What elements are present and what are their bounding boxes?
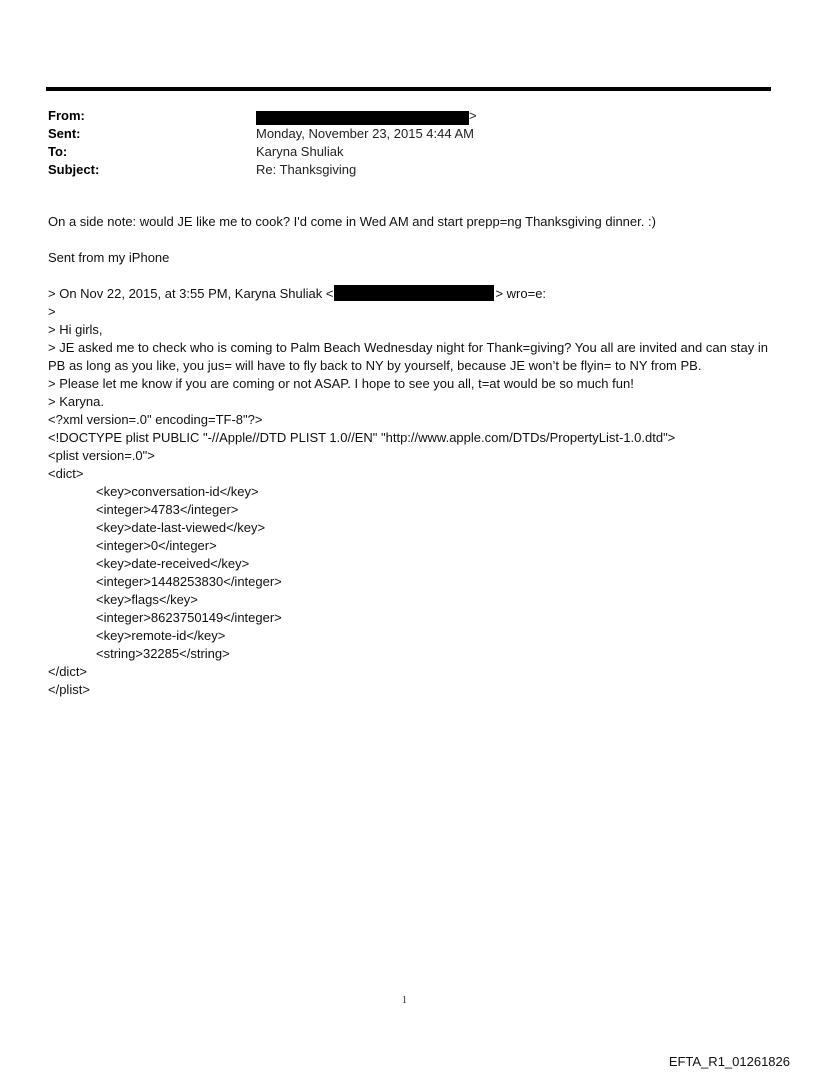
signature-line: Sent from my iPhone [48, 250, 170, 265]
quote-line: > Karyna. [48, 394, 105, 409]
subject-value: Re: Thanksgiving [256, 162, 357, 177]
sent-row [48, 125, 768, 143]
subject-label: Subject: [48, 162, 100, 177]
xml-dict-line: <string>32285</string> [96, 646, 230, 661]
xml-dict-line: <key>date-last-viewed</key> [96, 520, 266, 535]
quote-suffix: > wro=e: [495, 286, 547, 301]
spacer [48, 231, 770, 249]
from-row [48, 107, 768, 125]
xml-line: <!DOCTYPE plist PUBLIC "-//Apple//DTD PLIST 1.0//EN" "http://www.apple.com/DTDs/PropertyList-1.0.dtd"> [48, 430, 676, 445]
email-body [48, 213, 770, 699]
xml-dict-line: <integer>0</integer> [96, 538, 217, 553]
xml-dict-line: <integer>8623750149</integer> [96, 610, 282, 625]
to-row [48, 143, 768, 161]
xml-dict-line: <key>remote-id</key> [96, 628, 226, 643]
xml-dict-line: <integer>1448253830</integer> [96, 574, 282, 589]
quote-paragraph: > JE asked me to check who is coming to Palm Beach Wednesday night for Thank=giving? You all are invited and can stay in PB as long as you like, you jus= will have to fly back to NY by yourself, because JE won’t be flyin= to NY from PB. [48, 340, 768, 373]
xml-line: <dict> [48, 466, 84, 481]
quote-line: > Please let me know if you are coming or not ASAP. I hope to see you all, t=at would be so much fun! [48, 376, 634, 391]
quote-header [48, 285, 770, 303]
quote-line: > Hi girls, [48, 322, 103, 337]
from-suffix: > [469, 108, 477, 123]
from-value [256, 107, 477, 125]
bates-number: EFTA_R1_01261826 [668, 1054, 790, 1069]
body-line: On a side note: would JE like me to cook? I'd come in Wed AM and start prepp=ng Thanksgiving dinner. :) [48, 214, 656, 229]
redaction-box [256, 111, 469, 125]
spacer [48, 267, 770, 285]
sent-value: Monday, November 23, 2015 4:44 AM [256, 126, 474, 141]
sent-label: Sent: [48, 126, 81, 141]
xml-dict-line: <key>flags</key> [96, 592, 198, 607]
xml-line: </dict> [48, 664, 88, 679]
subject-row [48, 161, 768, 179]
email-header [48, 107, 768, 179]
xml-dict-line: <key>date-received</key> [96, 556, 250, 571]
quote-line: > [48, 304, 56, 319]
to-label: To: [48, 144, 68, 159]
xml-dict-line: <key>conversation-id</key> [96, 484, 259, 499]
from-label: From: [48, 108, 85, 123]
redaction-box [334, 285, 494, 301]
to-value: Karyna Shuliak [256, 144, 344, 159]
quote-prefix: > On Nov 22, 2015, at 3:55 PM, Karyna Shuliak < [48, 286, 334, 301]
header-rule [46, 87, 771, 91]
xml-line: </plist> [48, 682, 90, 697]
xml-line: <?xml version=.0" encoding=TF-8"?> [48, 412, 263, 427]
xml-dict-line: <integer>4783</integer> [96, 502, 239, 517]
page-number: 1 [402, 995, 407, 1006]
xml-line: <plist version=.0"> [48, 448, 155, 463]
